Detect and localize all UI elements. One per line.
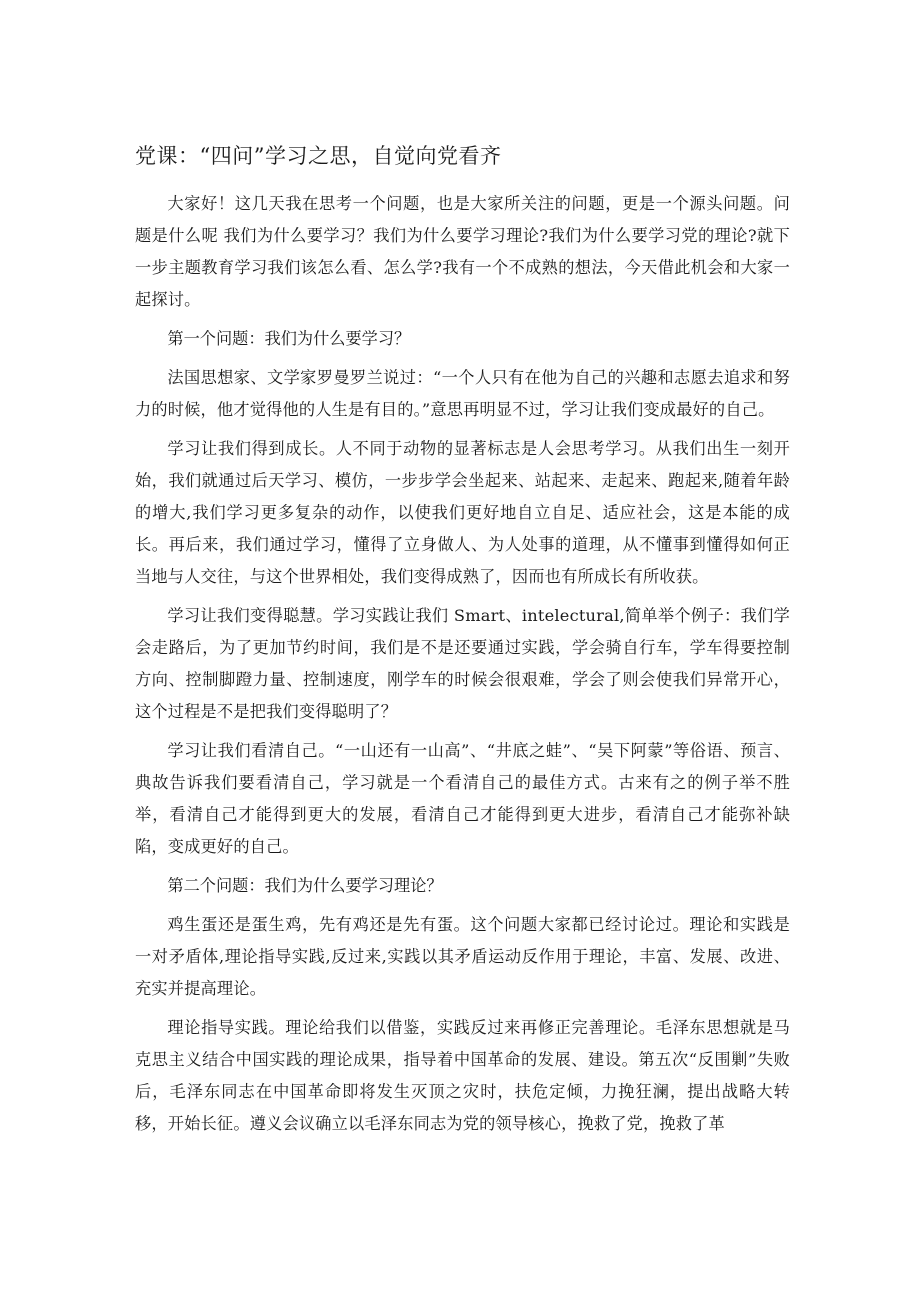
paragraph-self-knowledge: 学习让我们看清自己。“一山还有一山高”、“井底之蛙”、“吴下阿蒙”等俗语、预言、典故告诉我们要看清自己，学习就是一个看清自己的最佳方式。古来有之的例子举不胜举，看清自己才能得到更大的发展，看清自己才能得到更大进步，看清自己才能弥补缺陷，变成更好的自己。 [135, 741, 790, 856]
document-page [135, 140, 790, 1147]
question-heading-1: 第一个问题：我们为什么要学习？ [167, 329, 411, 348]
paragraph-theory-practice: 鸡生蛋还是蛋生鸡，先有鸡还是先有蛋。这个问题大家都已经讨论过。理论和实践是一对矛盾体,理论指导实践,反过来,实践以其矛盾运动反作用于理论，丰富、发展、改进、充实并提高理论。 [135, 915, 790, 998]
paragraph-wisdom: 学习让我们变得聪慧。学习实践让我们 Smart、intelectural,简单举个例子：我们学会走路后，为了更加节约时间，我们是不是还要通过实践，学会骑自行车，学车得要控制方向、控制脚蹬力量、控制速度，刚学车的时候会很艰难，学会了则会使我们异常开心，这个过程是不是把我们变得聪明了？ [135, 606, 790, 721]
paragraph-theory-guides: 理论指导实践。理论给我们以借鉴，实践反过来再修正完善理论。毛泽东思想就是马克思主义结合中国实践的理论成果，指导着中国革命的发展、建设。第五次“反围剿”失败后，毛泽东同志在中国革命即将发生灭顶之灾时，扶危定倾，力挽狂澜，提出战略大转移，开始长征。遵义会议确立以毛泽东同志为党的领导核心，挽救了党，挽救了革 [135, 1018, 790, 1133]
paragraph-growth: 学习让我们得到成长。人不同于动物的显著标志是人会思考学习。从我们出生一刻开始，我们就通过后天学习、模仿，一步步学会坐起来、站起来、走起来、跑起来,随着年龄的增大,我们学习更多复杂的动作，以使我们更好地自立自足、适应社会，这是本能的成长。再后来，我们通过学习，懂得了立身做人、为人处事的道理，从不懂事到懂得如何正当地与人交往，与这个世界相处，我们变得成熟了，因而也有所成长有所收获。 [135, 439, 790, 586]
paragraph-intro: 大家好！这几天我在思考一个问题，也是大家所关注的问题，更是一个源头问题。问题是什么呢 我们为什么要学习？我们为什么要学习理论?我们为什么要学习党的理论?就下一步主题教育学习我们该怎么看、怎么学?我有一个不成熟的想法，今天借此机会和大家一起探讨。 [135, 194, 790, 309]
document-title: 党课：“四问”学习之思，自觉向党看齐 [135, 144, 502, 168]
paragraph-romain-rolland: 法国思想家、文学家罗曼罗兰说过：“一个人只有在他为自己的兴趣和志愿去追求和努力的时候，他才觉得他的人生是有目的。”意思再明显不过，学习让我们变成最好的自己。 [135, 368, 790, 419]
question-heading-2: 第二个问题：我们为什么要学习理论？ [167, 876, 443, 895]
